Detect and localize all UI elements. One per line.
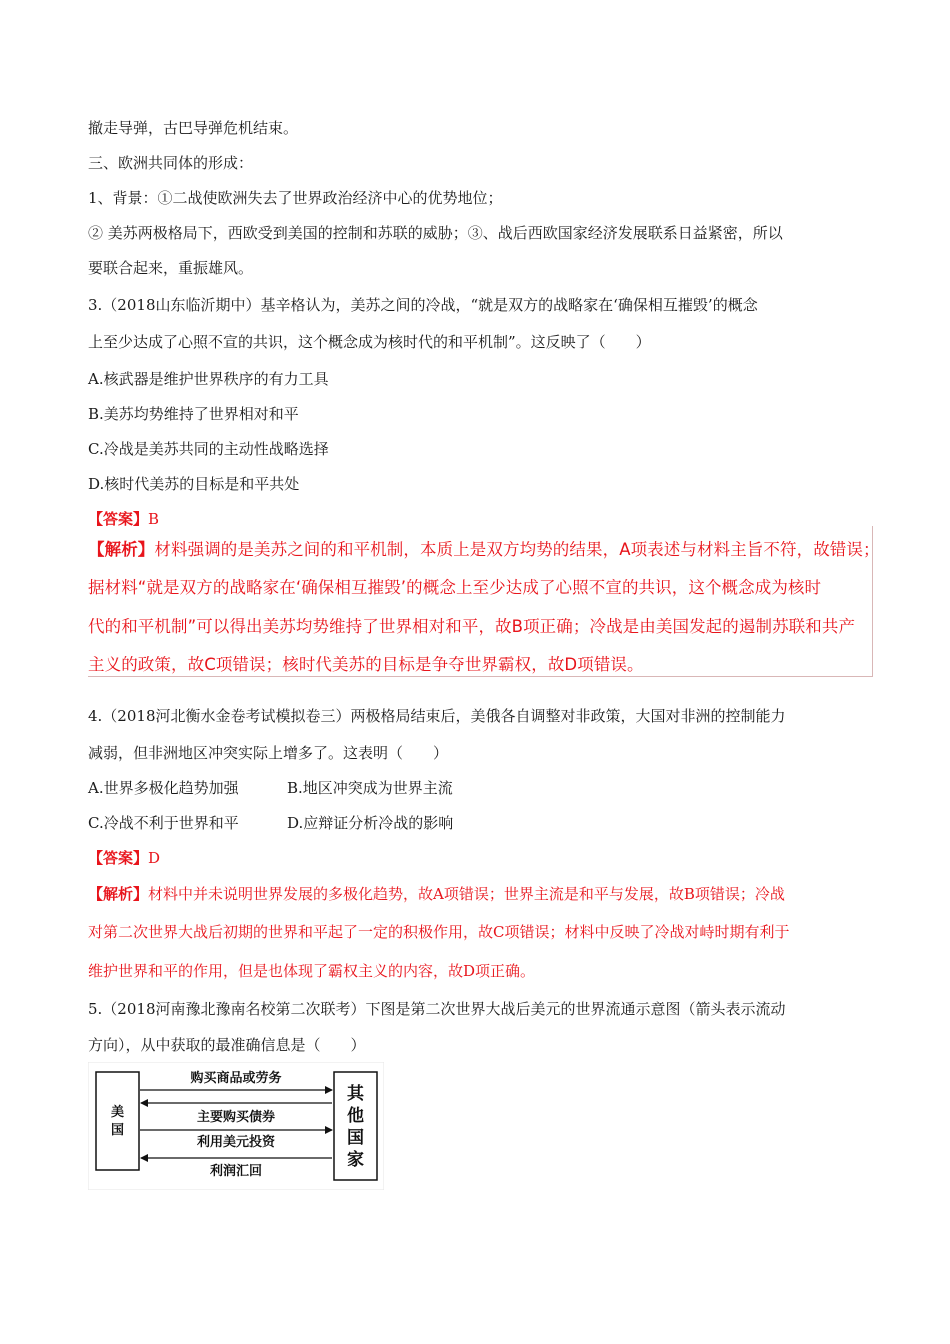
- explanation-line: 代的和平机制”可以得出美苏均势维持了世界相对和平，故B项正确；冷战是由美国发起的遏制苏联和共产: [88, 617, 856, 636]
- dollar-flow-diagram: [88, 1062, 384, 1190]
- flow-label-profit: 利润汇回: [209, 1164, 263, 1179]
- question-4-answer: [88, 848, 160, 868]
- explanation-line: 主义的政策，故C项错误；核时代美苏的目标是争夺世界霸权，故D项错误。: [88, 655, 644, 674]
- question-3-option-b: B.美苏均势维持了世界相对和平: [88, 405, 299, 423]
- answer-value: B: [148, 510, 160, 528]
- answer-label: 【答案】: [88, 510, 149, 528]
- flow-label-bonds: 主要购买债券: [196, 1110, 276, 1125]
- question-4-option-c: C.冷战不利于世界和平: [88, 814, 239, 832]
- question-4-option-d: D.应辩证分析冷战的影响: [287, 814, 454, 832]
- explanation-line: 维护世界和平的作用，但是也体现了霸权主义的内容，故D项正确。: [88, 962, 536, 980]
- question-4-stem: 4.（2018河北衡水金卷考试模拟卷三）两极格局结束后，美俄各自调整对非政策，大国对非洲的控制能力: [88, 707, 786, 725]
- usa-label-1: 美: [110, 1105, 125, 1120]
- explanation-line: 据材料“就是双方的战略家在‘确保相互摧毁’的概念上至少达成了心照不宣的共识，这个概念成为核时: [88, 578, 822, 597]
- flow-label-investment: 利用美元投资: [196, 1135, 276, 1150]
- text-line: ② 美苏两极格局下，西欧受到美国的控制和苏联的威胁；③、战后西欧国家经济发展联系日益紧密，所以: [88, 224, 783, 242]
- other-countries-label-4: 家: [347, 1150, 364, 1170]
- question-3-option-c: C.冷战是美苏共同的主动性战略选择: [88, 440, 329, 458]
- flow-label-purchases: 购买商品或劳务: [190, 1071, 282, 1086]
- question-4-options-row: [88, 813, 688, 833]
- question-3-option-a: A.核武器是维护世界秩序的有力工具: [88, 370, 329, 388]
- answer-label: 【答案】: [88, 849, 149, 867]
- explanation-label: 【解析】: [88, 885, 149, 903]
- question-4-option-a: A.世界多极化趋势加强: [88, 779, 239, 797]
- other-countries-label-3: 国: [347, 1128, 364, 1148]
- explanation-text: 材料强调的是美苏之间的和平机制，本质上是双方均势的结果，A项表述与材料主旨不符，故错误；: [154, 540, 880, 559]
- question-3-stem: 上至少达成了心照不宣的共识，这个概念成为核时代的和平机制”。这反映了（ ）: [88, 333, 651, 351]
- text-line: 1、背景：①二战使欧洲失去了世界政治经济中心的优势地位；: [88, 189, 503, 207]
- text-line: 要联合起来，重振雄风。: [88, 259, 254, 277]
- other-countries-label-1: 其: [347, 1084, 364, 1104]
- usa-label-2: 国: [110, 1123, 125, 1138]
- question-4-stem: 减弱，但非洲地区冲突实际上增多了。这表明（ ）: [88, 744, 449, 762]
- question-4-option-b: B.地区冲突成为世界主流: [287, 779, 453, 797]
- other-countries-label-2: 他: [347, 1106, 364, 1126]
- usa-box: [96, 1072, 139, 1170]
- question-5-stem: 5.（2018河南豫北豫南名校第二次联考）下图是第二次世界大战后美元的世界流通示意图（箭头表示流动: [88, 1000, 786, 1018]
- question-3-option-d: D.核时代美苏的目标是和平共处: [88, 475, 300, 493]
- question-5-stem: 方向），从中获取的最准确信息是（ ）: [88, 1036, 366, 1054]
- explanation-line: 对第二次世界大战后初期的世界和平起了一定的积极作用，故C项错误；材料中反映了冷战对峙时期有利于: [88, 923, 790, 941]
- question-3-explanation: [88, 540, 880, 560]
- text-line: 撤走导弹，古巴导弹危机结束。: [88, 119, 299, 137]
- explanation-text: 材料中并未说明世界发展的多极化趋势，故A项错误；世界主流是和平与发展，故B项错误；冷战: [148, 885, 785, 903]
- question-4-explanation: [88, 884, 785, 904]
- question-4-options-row: [88, 778, 688, 798]
- explanation-label: 【解析】: [88, 540, 155, 559]
- answer-value: D: [148, 849, 161, 867]
- section-heading: 三、欧洲共同体的形成：: [88, 154, 254, 172]
- question-3-stem: 3.（2018山东临沂期中）基辛格认为，美苏之间的冷战，“就是双方的战略家在‘确保相互摧毁’的概念: [88, 296, 758, 314]
